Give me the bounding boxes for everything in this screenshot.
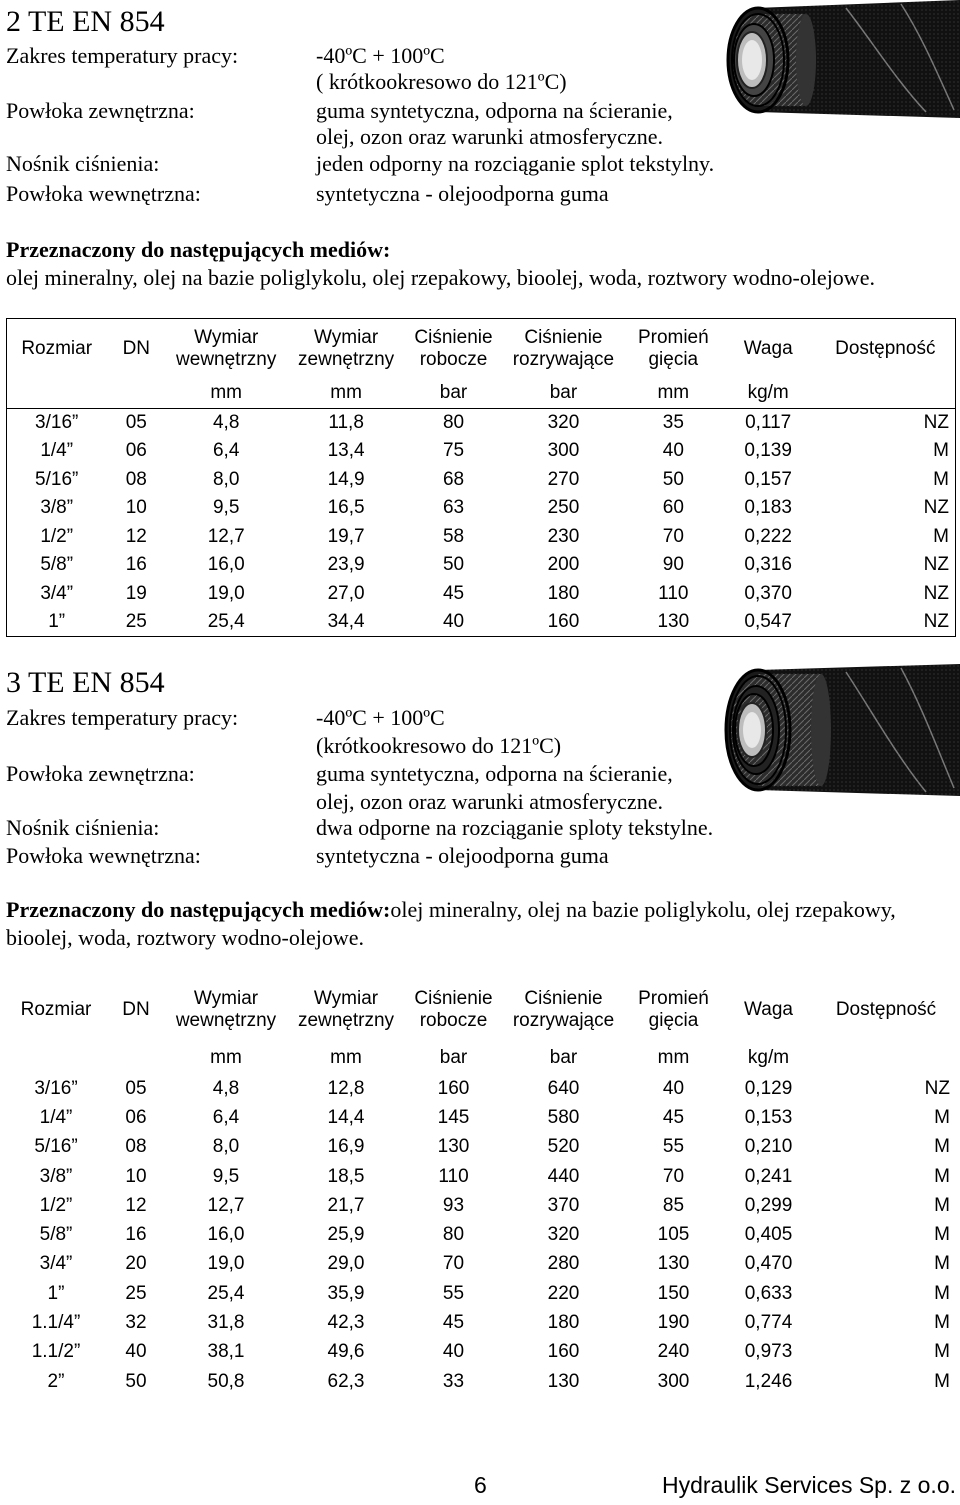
table-row xyxy=(7,494,956,523)
table-row xyxy=(6,1133,956,1162)
table-cell: 0,370 xyxy=(744,582,792,604)
spec-value-outer-cover: guma syntetyczna, odporna na ścieranie, xyxy=(316,98,673,123)
table-row xyxy=(6,1308,956,1337)
table-cell: 3/8” xyxy=(39,1165,73,1187)
spec-label-outer-cover: Powłoka zewnętrzna: xyxy=(6,98,195,123)
spec-value-inner-tube: syntetyczna - olejoodporna guma xyxy=(316,843,609,868)
table-cell: 160 xyxy=(501,608,626,637)
spec-label-inner-tube: Powłoka wewnętrzna: xyxy=(6,181,201,206)
table-cell: 19,7 xyxy=(327,525,365,547)
table-cell: 230 xyxy=(547,525,580,547)
table-cell: 0,222 xyxy=(744,525,792,547)
table-cell: 16 xyxy=(125,1224,147,1246)
spec-label-inner-tube: Powłoka wewnętrzna: xyxy=(6,843,201,868)
table-cell: 40 xyxy=(125,1341,147,1363)
table-cell: 19 xyxy=(125,582,147,604)
table-cell: 370 xyxy=(547,1194,580,1216)
header-inner-diameter: Wymiar wewnętrzny xyxy=(166,319,286,379)
table-cell: 23,9 xyxy=(327,554,365,576)
spec-table xyxy=(6,318,956,637)
table-cell: 16,9 xyxy=(327,1136,365,1158)
table-cell: 300 xyxy=(657,1370,690,1392)
table-cell: 29,0 xyxy=(327,1253,365,1275)
table-cell: 280 xyxy=(547,1253,580,1275)
unit-weight: kg/m xyxy=(721,379,816,409)
table-cell: M xyxy=(934,1136,950,1158)
media-heading: Przeznaczony do następujących mediów: xyxy=(6,237,391,262)
table-cell: 19,0 xyxy=(207,1253,245,1275)
table-cell: 0,973 xyxy=(744,1341,793,1363)
table-cell: M xyxy=(934,1253,950,1275)
table-row xyxy=(7,551,956,580)
table-row xyxy=(7,409,956,438)
section-title: 3 TE EN 854 xyxy=(6,666,165,699)
table-cell: 520 xyxy=(547,1136,580,1158)
table-cell: NZ xyxy=(816,551,956,580)
table-row xyxy=(6,1103,956,1132)
hose-image xyxy=(696,0,960,120)
spec-value-reinforcement: jeden odporny na rozciąganie splot tekstylny. xyxy=(316,151,715,176)
table-cell: 70 xyxy=(662,525,684,547)
header-availability: Dostępność xyxy=(816,319,956,379)
table-cell: 3/4” xyxy=(7,580,107,609)
table-cell: M xyxy=(934,1370,950,1392)
table-cell: 5/16” xyxy=(34,1136,78,1158)
spec-value-outer-cover-cont: olej, ozon oraz warunki atmosferyczne. xyxy=(316,124,663,149)
table-cell: 0,157 xyxy=(744,468,792,490)
table-cell: 130 xyxy=(626,608,721,637)
spec-label-outer-cover: Powłoka zewnętrzna: xyxy=(6,761,195,786)
table-cell: 49,6 xyxy=(327,1341,365,1363)
table-cell: NZ xyxy=(816,608,956,637)
table-cell: 1.1/2” xyxy=(31,1341,81,1363)
table-row xyxy=(6,1367,956,1396)
header-size: Rozmiar xyxy=(20,999,92,1020)
table-cell: 130 xyxy=(657,1253,690,1275)
unit-bend-radius: mm xyxy=(626,379,721,409)
table-cell: NZ xyxy=(924,1077,950,1099)
table-cell: 50 xyxy=(125,1370,147,1392)
media-block xyxy=(6,896,946,952)
table-cell: M xyxy=(816,466,956,495)
spec-value-temperature: -40ºC + 100ºC xyxy=(316,43,445,68)
table-row xyxy=(7,523,956,552)
table-cell: 0,241 xyxy=(744,1165,793,1187)
unit-bend-radius: mm xyxy=(657,1047,690,1068)
table-cell: 6,4 xyxy=(212,440,240,462)
header-inner-diameter: Wymiar wewnętrzny xyxy=(175,988,277,1031)
table-cell: M xyxy=(816,437,956,466)
table-cell: M xyxy=(934,1106,950,1128)
table-cell: 250 xyxy=(547,497,580,519)
table-cell: 10 xyxy=(125,1165,147,1187)
table-cell: 45 xyxy=(442,1312,465,1334)
spec-value-reinforcement: dwa odporne na rozciąganie sploty tekstylne. xyxy=(316,815,714,840)
table-cell: M xyxy=(934,1282,950,1304)
table-cell: 1/4” xyxy=(7,437,107,466)
header-outer-diameter: Wymiar zewnętrzny xyxy=(286,319,406,379)
header-bend-radius: Promień gięcia xyxy=(638,988,709,1031)
table-cell: 25,9 xyxy=(327,1224,365,1246)
table-cell: 110 xyxy=(658,582,689,604)
table-cell: 150 xyxy=(657,1282,690,1304)
header-dn: DN xyxy=(106,319,166,379)
table-row xyxy=(7,437,956,466)
table-cell: 33 xyxy=(442,1370,465,1392)
table-cell: 3/4” xyxy=(39,1253,73,1275)
table-cell: 25 xyxy=(125,1282,147,1304)
table-row xyxy=(6,1338,956,1367)
table-cell: 1,246 xyxy=(744,1370,793,1392)
table-cell: 9,5 xyxy=(212,1165,240,1187)
table-cell: 12,7 xyxy=(207,1194,245,1216)
table-cell: 0,183 xyxy=(744,497,792,519)
table-row xyxy=(6,1162,956,1191)
table-cell: 32 xyxy=(125,1312,147,1334)
table-cell: 12 xyxy=(125,525,147,547)
spec-value-inner-tube: syntetyczna - olejoodporna guma xyxy=(316,181,609,206)
table-cell: 1/2” xyxy=(39,1194,73,1216)
table-cell: 0,117 xyxy=(745,412,792,433)
table-cell: 1/2” xyxy=(7,523,107,552)
spec-value-outer-cover-cont: olej, ozon oraz warunki atmosferyczne. xyxy=(316,789,663,814)
table-cell: 130 xyxy=(547,1370,580,1392)
table-cell: 1” xyxy=(7,608,107,637)
table-row xyxy=(7,580,956,609)
table-cell: M xyxy=(934,1165,950,1187)
table-cell: 35 xyxy=(662,412,684,433)
table-cell: 8,0 xyxy=(212,1136,240,1158)
spec-label-temperature: Zakres temperatury pracy: xyxy=(6,43,239,68)
table-cell: 35,9 xyxy=(327,1282,365,1304)
table-cell: 16,0 xyxy=(207,554,245,576)
table-cell: 06 xyxy=(125,440,147,462)
table-cell: 1/4” xyxy=(39,1106,73,1128)
table-cell: 45 xyxy=(442,582,465,604)
table-cell: 11,8 xyxy=(328,412,364,433)
header-working-pressure: Ciśnienie robocze xyxy=(406,319,501,379)
table-cell: M xyxy=(934,1224,950,1246)
table-cell: 3/16” xyxy=(34,1077,78,1099)
table-cell: 25 xyxy=(106,608,166,637)
media-text: olej mineralny, olej na bazie poliglykolu, olej rzepakowy, bioolej, woda, roztwory wodno-olejowe. xyxy=(6,897,896,950)
table-cell: 440 xyxy=(547,1165,580,1187)
page-number: 6 xyxy=(474,1472,487,1498)
table-cell: 4,8 xyxy=(212,412,240,433)
table-cell: 0,139 xyxy=(744,440,792,462)
header-outer-diameter: Wymiar zewnętrzny xyxy=(297,988,395,1031)
table-cell: 80 xyxy=(442,1224,465,1246)
table-cell: 12 xyxy=(125,1194,147,1216)
table-cell: 34,4 xyxy=(286,608,406,637)
table-cell: 130 xyxy=(437,1136,470,1158)
unit-weight: kg/m xyxy=(747,1047,790,1068)
table-cell: 50,8 xyxy=(207,1370,245,1392)
table-cell: 14,9 xyxy=(327,468,365,490)
table-cell: 180 xyxy=(547,582,580,604)
table-cell: 320 xyxy=(547,412,580,433)
table-cell: 90 xyxy=(662,554,684,576)
table-cell: 31,8 xyxy=(207,1312,245,1334)
header-working-pressure: Ciśnienie robocze xyxy=(414,988,493,1031)
table-cell: 190 xyxy=(657,1312,690,1334)
unit-outer-diameter: mm xyxy=(330,1047,362,1068)
table-cell: 300 xyxy=(547,440,580,462)
table-cell: 0,633 xyxy=(744,1282,793,1304)
table-cell: 5/8” xyxy=(7,551,107,580)
table-cell: 20 xyxy=(125,1253,147,1275)
table-cell: 580 xyxy=(547,1106,580,1128)
table-cell: M xyxy=(934,1312,950,1334)
table-cell: 0,470 xyxy=(744,1253,793,1275)
table-cell: 40 xyxy=(662,440,684,462)
table-cell: 3/16” xyxy=(7,409,107,438)
table-cell: M xyxy=(816,523,956,552)
table-cell: 63 xyxy=(442,497,465,519)
table-cell: 180 xyxy=(547,1312,580,1334)
table-cell: 70 xyxy=(662,1165,685,1187)
table-cell: NZ xyxy=(816,409,956,438)
spec-label-reinforcement: Nośnik ciśnienia: xyxy=(6,815,160,840)
table-cell: 40 xyxy=(662,1077,685,1099)
spec-table xyxy=(6,978,956,1396)
table-cell: 16,0 xyxy=(207,1224,245,1246)
table-cell: 160 xyxy=(547,1341,580,1363)
table-cell: 06 xyxy=(125,1106,147,1128)
table-cell: 08 xyxy=(125,468,147,490)
table-cell: 0,153 xyxy=(744,1106,793,1128)
table-cell: 1.1/4” xyxy=(31,1312,81,1334)
media-text: olej mineralny, olej na bazie poliglykolu, olej rzepakowy, bioolej, woda, roztwory wodno-olejowe. xyxy=(6,265,875,290)
unit-burst-pressure: bar xyxy=(501,379,626,409)
spec-label-reinforcement: Nośnik ciśnienia: xyxy=(6,151,160,176)
table-cell: 5/8” xyxy=(39,1224,73,1246)
table-cell: 320 xyxy=(547,1224,580,1246)
table-cell: 75 xyxy=(442,440,465,462)
table-cell: 80 xyxy=(442,412,465,433)
table-cell: 10 xyxy=(125,497,147,519)
table-cell: 0,129 xyxy=(744,1077,793,1099)
table-cell: 21,7 xyxy=(327,1194,365,1216)
spec-value-temperature-short: ( krótkookresowo do 121ºC) xyxy=(316,69,567,94)
table-cell: 4,8 xyxy=(212,1077,240,1099)
table-cell: 145 xyxy=(437,1106,470,1128)
table-cell: 9,5 xyxy=(212,497,240,519)
table-cell: 3/8” xyxy=(7,494,107,523)
table-row xyxy=(6,1250,956,1279)
unit-burst-pressure: bar xyxy=(549,1047,578,1068)
table-row xyxy=(6,1191,956,1220)
table-cell: 25,4 xyxy=(166,608,286,637)
table-cell: 60 xyxy=(662,497,684,519)
table-cell: 50 xyxy=(442,554,465,576)
unit-outer-diameter: mm xyxy=(286,379,406,409)
table-row xyxy=(6,1279,956,1308)
header-dn: DN xyxy=(122,999,150,1020)
table-cell: M xyxy=(934,1341,950,1363)
table-cell: 14,4 xyxy=(327,1106,365,1128)
table-cell: NZ xyxy=(816,494,956,523)
table-cell: 42,3 xyxy=(327,1312,365,1334)
section-title: 2 TE EN 854 xyxy=(6,5,165,38)
table-cell: 16 xyxy=(125,554,147,576)
spec-label-temperature: Zakres temperatury pracy: xyxy=(6,705,239,730)
table-cell: 85 xyxy=(662,1194,685,1216)
table-cell: 8,0 xyxy=(212,468,240,490)
table-cell: 55 xyxy=(442,1282,465,1304)
table-cell: 240 xyxy=(657,1341,690,1363)
table-cell: 0,405 xyxy=(744,1224,793,1246)
spec-value-temperature-short: (krótkookresowo do 121ºC) xyxy=(316,733,562,758)
table-cell: 70 xyxy=(442,1253,465,1275)
table-cell: 0,774 xyxy=(744,1312,793,1334)
table-cell: 25,4 xyxy=(207,1282,245,1304)
table-row xyxy=(6,1074,956,1103)
table-cell: 105 xyxy=(657,1224,690,1246)
table-cell: 05 xyxy=(125,1077,147,1099)
table-cell: 68 xyxy=(442,468,465,490)
table-cell: 45 xyxy=(662,1106,685,1128)
table-cell: 5/16” xyxy=(7,466,107,495)
table-cell: 12,8 xyxy=(327,1077,365,1099)
table-cell: 62,3 xyxy=(327,1370,365,1392)
table-cell: 05 xyxy=(125,412,147,433)
table-cell: 0,316 xyxy=(744,554,792,576)
table-cell: 50 xyxy=(662,468,684,490)
table-cell: 220 xyxy=(547,1282,580,1304)
table-cell: 1” xyxy=(47,1282,65,1304)
table-cell: 640 xyxy=(547,1077,580,1099)
table-cell: 13,4 xyxy=(327,440,365,462)
unit-inner-diameter: mm xyxy=(166,379,286,409)
table-cell: 2” xyxy=(47,1370,65,1392)
table-cell: 0,299 xyxy=(744,1194,793,1216)
table-row xyxy=(7,608,956,637)
table-cell: 93 xyxy=(442,1194,465,1216)
table-cell: 55 xyxy=(662,1136,685,1158)
table-cell: 160 xyxy=(437,1077,470,1099)
header-burst-pressure: Ciśnienie rozrywające xyxy=(512,988,615,1031)
table-cell: 200 xyxy=(547,554,580,576)
table-row xyxy=(6,1220,956,1249)
table-cell: 08 xyxy=(125,1136,147,1158)
table-cell: 0,210 xyxy=(744,1136,793,1158)
unit-working-pressure: bar xyxy=(439,1047,468,1068)
media-heading: Przeznaczony do następujących mediów: xyxy=(6,897,391,922)
table-cell: 110 xyxy=(438,1165,469,1187)
unit-working-pressure: bar xyxy=(406,379,501,409)
company-name: Hydraulik Services Sp. z o.o. xyxy=(662,1472,957,1498)
table-cell: 18,5 xyxy=(327,1165,365,1187)
table-cell: 19,0 xyxy=(207,582,245,604)
table-cell: 6,4 xyxy=(212,1106,240,1128)
header-bend-radius: Promień gięcia xyxy=(626,319,721,379)
header-weight: Waga xyxy=(721,319,816,379)
table-cell: 40 xyxy=(442,1341,465,1363)
table-cell: NZ xyxy=(816,580,956,609)
table-cell: 12,7 xyxy=(207,525,245,547)
table-cell: 0,547 xyxy=(721,608,816,637)
table-cell: 40 xyxy=(406,608,501,637)
header-availability: Dostępność xyxy=(835,999,937,1020)
unit-inner-diameter: mm xyxy=(210,1047,242,1068)
spec-value-outer-cover: guma syntetyczna, odporna na ścieranie, xyxy=(316,761,673,786)
table-cell: M xyxy=(934,1194,950,1216)
table-cell: 58 xyxy=(442,525,465,547)
table-cell: 27,0 xyxy=(327,582,365,604)
header-weight: Waga xyxy=(744,999,793,1020)
table-row xyxy=(7,466,956,495)
header-burst-pressure: Ciśnienie rozrywające xyxy=(501,319,626,379)
table-cell: 16,5 xyxy=(327,497,365,519)
spec-value-temperature: -40ºC + 100ºC xyxy=(316,705,445,730)
table-cell: 270 xyxy=(547,468,580,490)
table-cell: 38,1 xyxy=(207,1341,245,1363)
header-size: Rozmiar xyxy=(7,319,107,379)
hose-image xyxy=(696,660,960,800)
